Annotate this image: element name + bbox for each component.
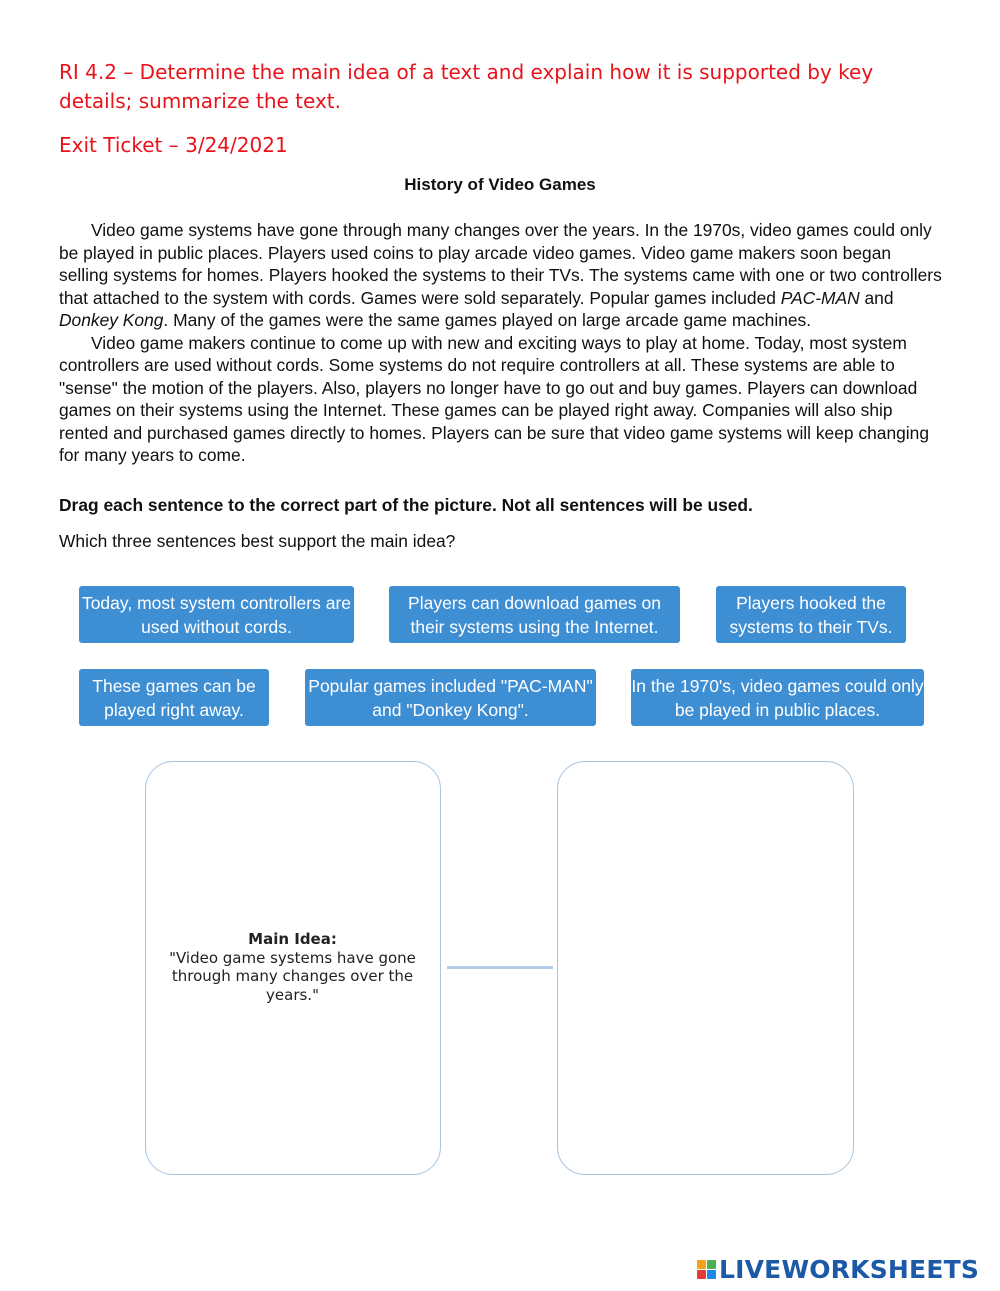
game-title-pacman: PAC-MAN bbox=[780, 287, 860, 308]
passage-paragraph-2: Video game makers continue to come up with new and exciting ways to play at home. Today, most system controllers are used without cords. Some systems do not require controllers at all. These systems are able to "sense" the motion of the players. Also, players no longer have to go out and buy games. Players can download games on their systems using the Internet. These games can be played right away. Companies will also ship rented and purchased games directly to homes. Players can be sure that video game systems will keep changing for many years to come. bbox=[59, 332, 929, 465]
main-idea-label: Main Idea: bbox=[248, 930, 337, 948]
supporting-details-drop-zone[interactable] bbox=[557, 761, 854, 1175]
sentence-card-popular-games[interactable]: Popular games included "PAC-MAN" and "Donkey Kong". bbox=[305, 669, 596, 726]
question-text: Which three sentences best support the main idea? bbox=[59, 531, 456, 551]
main-idea-text bbox=[145, 930, 440, 1004]
connector-line bbox=[447, 966, 553, 969]
passage-p1-text-b: . Many of the games were the same games played on large arcade game machines. bbox=[163, 310, 812, 330]
sentence-card-controllers[interactable]: Today, most system controllers are used without cords. bbox=[79, 586, 354, 643]
instruction-text: Drag each sentence to the correct part of the picture. Not all sentences will be used. bbox=[59, 495, 753, 515]
sentence-card-download[interactable]: Players can download games on their systems using the Internet. bbox=[389, 586, 680, 643]
exit-ticket-heading: Exit Ticket – 3/24/2021 bbox=[59, 133, 288, 157]
logo-icon bbox=[697, 1260, 716, 1279]
passage-title: History of Video Games bbox=[404, 175, 596, 194]
sentence-card-played-right-away[interactable]: These games can be played right away. bbox=[79, 669, 269, 726]
sentence-card-1970s[interactable]: In the 1970's, video games could only be played in public places. bbox=[631, 669, 924, 726]
game-title-donkey-kong: Donkey Kong bbox=[59, 310, 164, 330]
passage-paragraph-1 bbox=[59, 219, 944, 332]
passage-text bbox=[59, 219, 944, 467]
standard-heading: RI 4.2 – Determine the main idea of a text and explain how it is supported by key details; summarize the text. bbox=[59, 60, 874, 113]
sentence-card-hooked-tvs[interactable]: Players hooked the systems to their TVs. bbox=[716, 586, 906, 643]
main-idea-statement: "Video game systems have gone through many changes over the years." bbox=[169, 948, 416, 1004]
logo-text: LIVEWORKSHEETS bbox=[719, 1255, 980, 1284]
liveworksheets-logo bbox=[697, 1255, 979, 1284]
passage-p1-and: and bbox=[859, 287, 894, 308]
passage-p1-text-a: Video game systems have gone through many changes over the years. In the 1970s, video games could only be played in public places. Players used coins to play arcade video games. Video game makers soon began selling systems for homes. Players hooked the systems to their TVs. The systems came with one or two controllers that attached to the system with cords. Games were sold separately. Popular games included bbox=[59, 220, 942, 308]
